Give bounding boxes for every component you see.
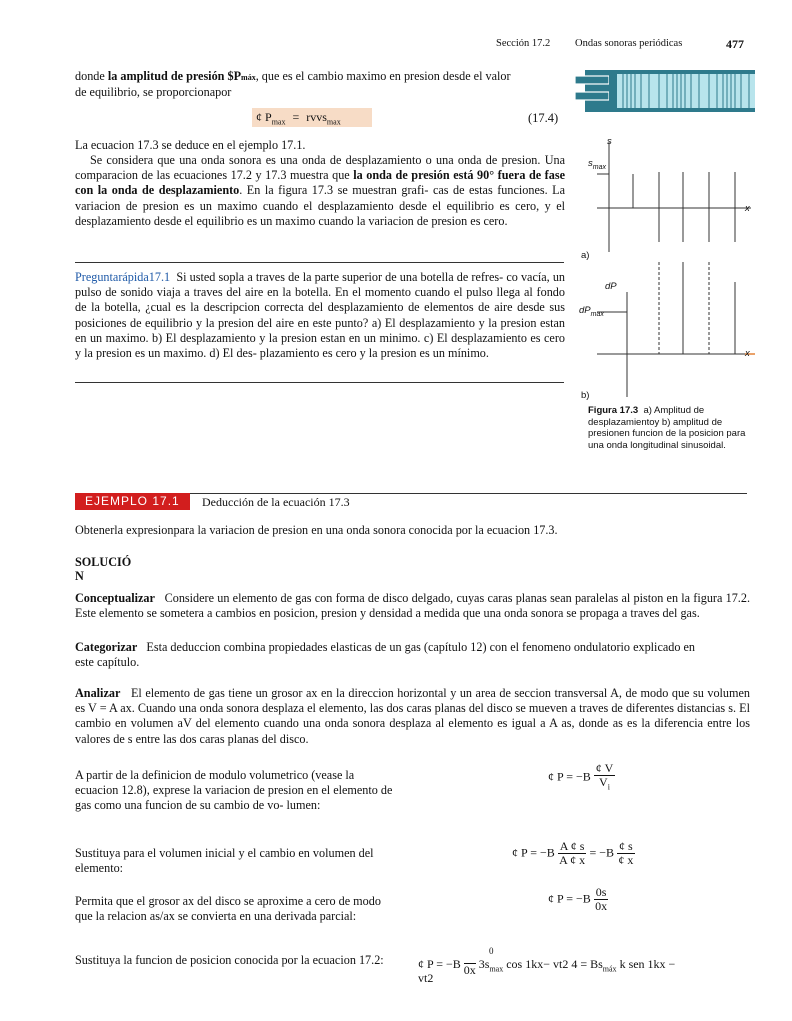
equation-17-4: ¢ $P_{max}$ = rvvs$_{max}$	[252, 108, 372, 127]
step-1-text: A partir de la definicion de modulo volumetrico (vease la ecuacion 12.8), exprese la variacion de presion en el elemento de gas como una funcion de su cambio de vo- lumen:	[75, 768, 393, 813]
quiz-rule-bottom	[75, 382, 564, 383]
figure-label-smax: $s_{max}$	[588, 158, 606, 171]
example-badge: EJEMPLO 17.1	[75, 493, 190, 510]
running-header-section: Sección 17.2	[496, 38, 551, 49]
step-2-math: ¢ P = −B $\frac{A ¢ s}{A ¢ x}$ = −B $\frac{¢ s}{¢ x}$	[512, 839, 634, 867]
step-3-math: ¢ P = −B $\frac{0s}{0x}$	[548, 885, 608, 913]
categorizar-paragraph: Categorizar Esta deduccion combina propiedades elasticas de un gas (capítulo 12) con el fenomeno ondulatorio explicado en este capítulo.	[75, 640, 695, 670]
step-4-math-top: 0	[489, 946, 494, 956]
page-number: 477	[726, 37, 744, 51]
step-1-math: ¢ P = −B $\frac{¢ V}{V_i}$	[548, 761, 614, 792]
graph-b-pressure	[597, 262, 755, 397]
figure-17-3	[575, 62, 757, 407]
quick-quiz: Preguntarápida17.1 Si usted sopla a traves de la parte superior de una botella de refres- co vacía, un pulso de sonido viaja a traves del aire en la botella. En el momento cuando el pulso llega al fondo de la botella, ¿cual es la descripcion correcta del desplazamiento de elementos de aire desde sus posiciones de equilibrio y la presion del aire en este punto? a) El desplazamiento y la presion estan en un maximo. b) El desplazamiento y la presion estan en un minimo. c) El desplazamiento es cero y la presion es un maximo. d) El des- plazamiento es cero y la presion es un mínimo.	[75, 270, 566, 361]
figure-label-s: s	[607, 136, 612, 147]
piston-tube-illustration	[575, 70, 755, 112]
step-4-text: Sustituya la funcion de posicion conocida por la ecuacion 17.2:	[75, 953, 384, 967]
figure-label-x-b: x	[745, 348, 750, 359]
analizar-paragraph: Analizar El elemento de gas tiene un grosor ax en la direccion horizontal y un area de seccion transversal A, de modo que su volumen es V = A ax. Cuando una onda sonora desplaza el elemento, las dos caras planas del disco se mueven a traves de diferentes distancias s. El cambio en volumen aV del elemento cuando una onda sonora desplaza al elemento es igual a A as, donde as es la diferencia entre los valores de s entre las dos caras planas del disco.	[75, 686, 750, 746]
conceptualizar-paragraph: Conceptualizar Considere un elemento de gas con forma de disco delgado, cuyas caras planas sean paralelas al piston en la figura 17.2. Este elemento se sometera a cambios en posicion, presion y densidad a medida que una onda sonora se propaga a traves del gas.	[75, 591, 750, 621]
equation-label: (17.4)	[528, 111, 559, 125]
body-paragraph-2: Se considera que una onda sonora es una onda de desplazamiento o una onda de presion. Una comparacion de las ecuaciones 17.2 y 17.3 muestra que la onda de presión está 90° fuera de fase con la onda de desplazamiento. En la figura 17.3 se muestran grafi- cas de estas funciones. La variacion de presion es un maximo cuando el desplazamiento desde el equilibrio es cero, y el desplazamiento desde el equilibrio es un maximo cuando la variacion de presion es cero.	[75, 153, 565, 228]
example-statement: Obtenerla expresionpara la variacion de presion en una onda sonora conocida por la ecuacion 17.3.	[75, 523, 558, 537]
graph-a-displacement	[597, 142, 751, 252]
intro-line-2: de equilibrio, se proporcionapor	[75, 85, 232, 99]
step-3-text: Permita que el grosor ax del disco se aproxime a cero de modo que la relacion as/ax se convierta en una derivada parcial:	[75, 894, 381, 924]
solution-heading: SOLUCIÓ N	[75, 555, 132, 583]
figure-caption: Figura 17.3 a) Amplitud de desplazamientoy b) amplitud de presionen funcion de la posicion para una onda longitudinal sinusoidal.	[588, 405, 746, 451]
step-4-math: ¢ P = −B 0x $3s_{max}$ cos 1kx− vt2 $4 = Bs_{máx}$ k sen 1kx −	[418, 957, 676, 977]
quiz-rule-top	[75, 262, 564, 263]
intro-line-1: donde la amplitud de presión $Pmáx, que es el cambio maximo en presion desde el valor	[75, 69, 511, 83]
example-title: Deducción de la ecuación 17.3	[202, 495, 350, 509]
step-4-math-wrap: vt2	[418, 971, 434, 985]
figure-label-dp: dP	[605, 281, 617, 292]
step-2-text: Sustituya para el volumen inicial y el cambio en volumen del elemento:	[75, 846, 374, 876]
figure-label-b: b)	[581, 390, 590, 401]
figure-label-a: a)	[581, 250, 590, 261]
figure-label-dpmax: $dP_{max}$	[579, 305, 604, 318]
body-paragraph-1: La ecuacion 17.3 se deduce en el ejemplo 17.1.	[75, 138, 306, 152]
figure-label-x-a: x	[745, 203, 750, 214]
running-header-chapter: Ondas sonoras periódicas	[575, 38, 683, 49]
quick-quiz-label: Preguntarápida17.1	[75, 270, 171, 284]
